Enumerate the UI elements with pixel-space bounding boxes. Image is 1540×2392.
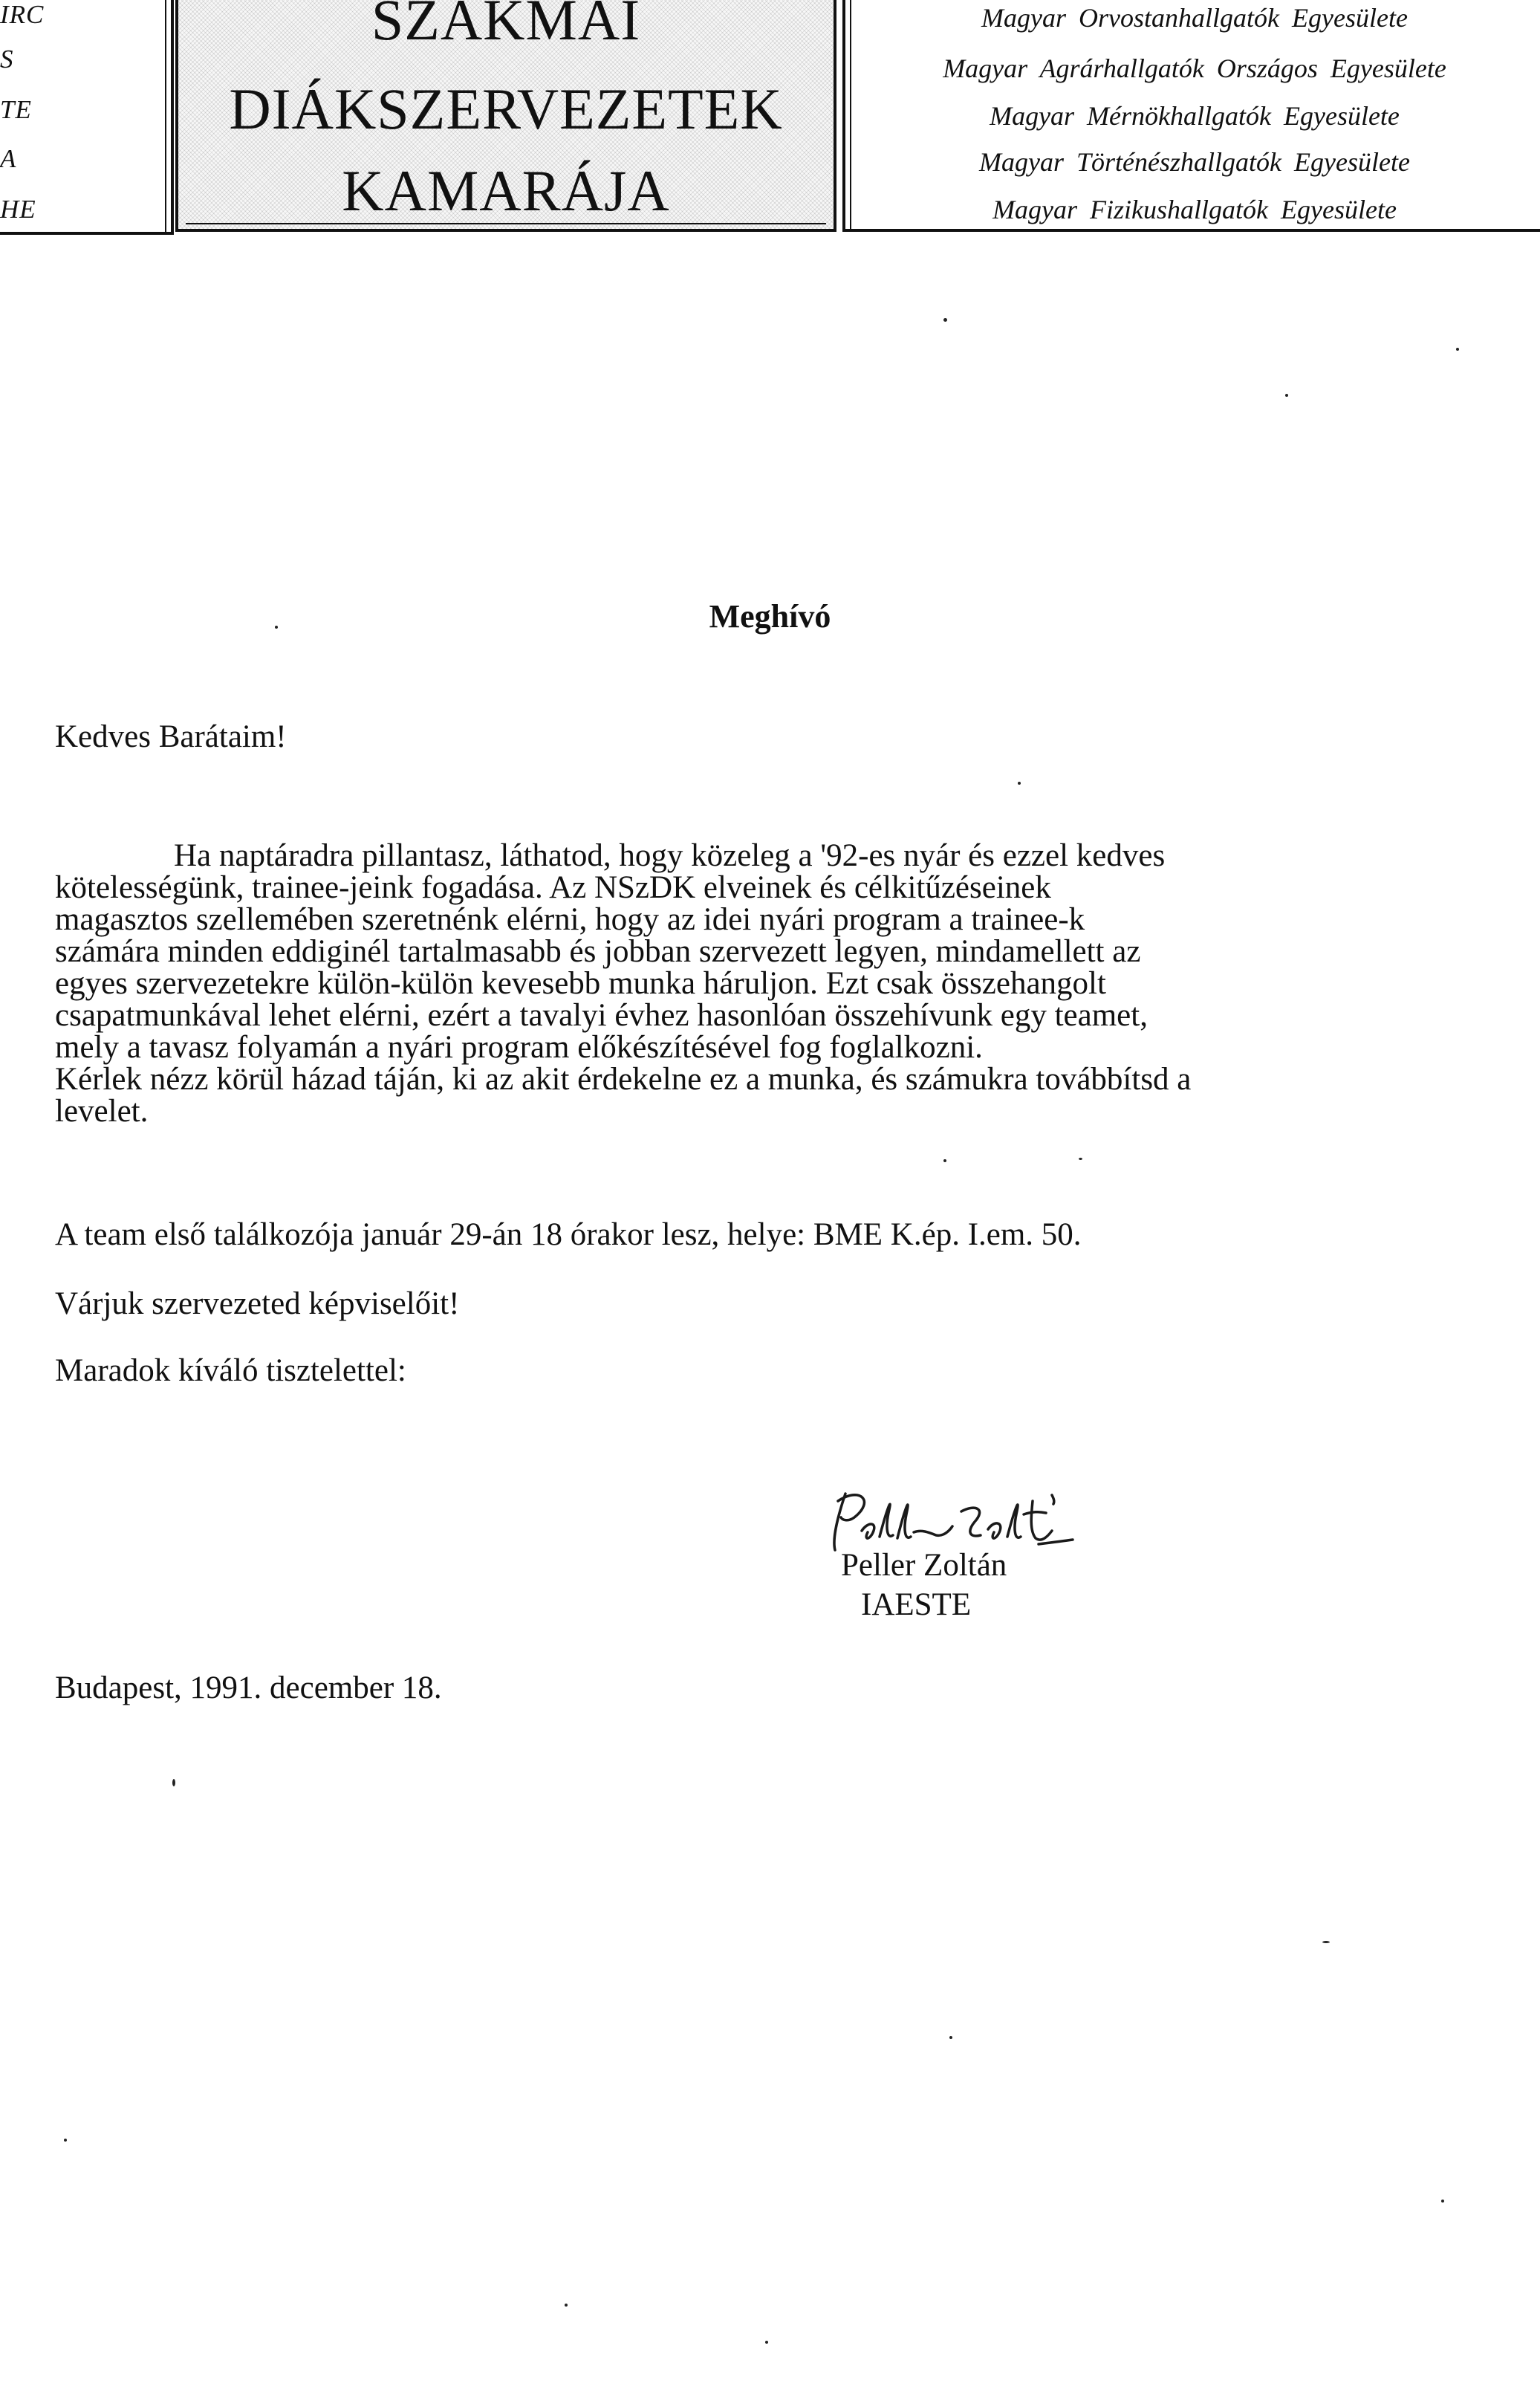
scan-speck [1456, 348, 1459, 351]
letter-title: Meghívó [709, 598, 831, 635]
organization-name: Magyar Mérnökhallgatók Egyesülete [990, 101, 1400, 131]
scan-speck [172, 1779, 175, 1786]
left-fragment-line: HE [0, 195, 36, 224]
body-line: kötelességünk, trainee-jeink fogadása. Az NSzDK elveinek és célkitűzéseinek [55, 870, 1051, 905]
signatory-name: Peller Zoltán [841, 1548, 1007, 1583]
scan-speck [1285, 394, 1288, 397]
left-fragment-line: IRC [0, 0, 45, 29]
closing-line: Maradok kíváló tisztelettel: [55, 1353, 406, 1388]
body-line: csapatmunkával lehet elérni, ezért a tavalyi évhez hasonlóan összehívunk egy teamet, [55, 998, 1148, 1033]
organization-name: Magyar Fizikushallgatók Egyesülete [992, 195, 1397, 224]
invitation-line: Várjuk szervezeted képviselőit! [55, 1286, 460, 1321]
scan-speck [565, 2304, 568, 2307]
left-fragment-line: S [0, 45, 14, 74]
letterhead-title-line: SZAKMAI [371, 0, 641, 52]
organization-name: Magyar Történészhallgatók Egyesülete [979, 147, 1410, 177]
letterhead-organizations [842, 0, 1540, 232]
scan-speck [765, 2341, 768, 2344]
body-line: egyes szervezetekre külön-külön kevesebb munka háruljon. Ezt csak összehangolt [55, 966, 1106, 1001]
body-line: levelet. [55, 1094, 149, 1129]
letterhead-title-block [175, 0, 836, 232]
organization-name: Magyar Orvostanhallgatók Egyesülete [981, 3, 1408, 33]
scan-speck [1018, 782, 1021, 785]
letterhead-title-line: KAMARÁJA [342, 158, 670, 223]
scan-speck [275, 626, 278, 629]
letterhead-left-fragment [0, 0, 174, 235]
scan-speck [1322, 1941, 1330, 1943]
organization-name: Magyar Agrárhallgatók Országos Egyesülete [943, 54, 1446, 83]
scan-speck [64, 2139, 67, 2142]
body-paragraph [55, 840, 1511, 1127]
left-fragment-line: TE [0, 95, 32, 124]
body-line: mely a tavasz folyamán a nyári program előkészítésével fog foglalkozni. [55, 1030, 983, 1065]
scan-speck [943, 1159, 946, 1162]
scan-speck [943, 318, 947, 322]
letterhead-title-line: DIÁKSZERVEZETEK [229, 77, 783, 141]
body-line: magasztos szellemében szeretnénk elérni, hogy az idei nyári program a trainee-k [55, 902, 1085, 937]
scan-speck [949, 2036, 952, 2039]
place-date: Budapest, 1991. december 18. [55, 1670, 442, 1705]
body-line: Ha naptáradra pillantasz, láthatod, hogy közeleg a '92-es nyár és ezzel kedves [174, 838, 1166, 873]
signatory-organization: IAESTE [861, 1587, 972, 1622]
body-line: számára minden eddiginél tartalmasabb és jobban szervezett legyen, mindamellett az [55, 934, 1141, 969]
body-line: Kérlek nézz körül házad táján, ki az akit érdekelne ez a munka, és számukra továbbítsd a [55, 1062, 1192, 1097]
left-fragment-line: A [0, 144, 17, 173]
scan-speck [1079, 1158, 1082, 1160]
meeting-details: A team első találkozója január 29-án 18 órakor lesz, helye: BME K.ép. I.em. 50. [55, 1217, 1082, 1252]
salutation: Kedves Barátaim! [55, 719, 287, 754]
scan-speck [1441, 2200, 1444, 2203]
